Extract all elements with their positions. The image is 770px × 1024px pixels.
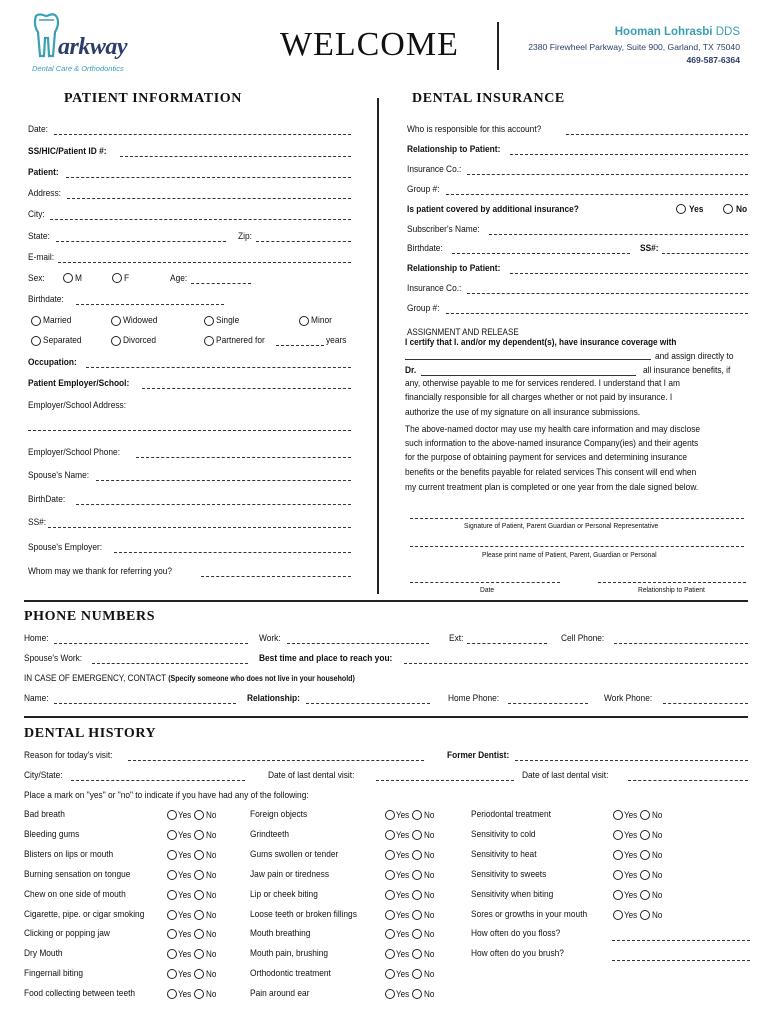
ext-field[interactable]	[467, 643, 547, 644]
sex-m-label: M	[75, 273, 82, 284]
emergency-home-label: Home Phone:	[448, 693, 500, 704]
history-yes-label: Yes	[624, 910, 638, 920]
last-visit-field-2[interactable]	[628, 780, 748, 781]
sex-f-label: F	[124, 273, 130, 284]
practice-phone: 469-587-6364	[686, 55, 740, 65]
responsible-label: Who is responsible for this account?	[407, 124, 542, 135]
history-yes-label: Yes	[178, 870, 192, 880]
history-yes-label: Yes	[624, 810, 638, 820]
sex-m-radio[interactable]	[63, 273, 73, 283]
sign-relationship-caption: Relationship to Patient	[638, 585, 705, 594]
group-field[interactable]	[446, 194, 748, 195]
relationship2-field[interactable]	[510, 273, 748, 274]
city-label: City:	[28, 209, 45, 220]
insurance-company-field[interactable]	[405, 359, 651, 360]
emergency-heading: IN CASE OF EMERGENCY, CONTACT (Specify someone who does not live in your household)	[24, 673, 355, 683]
history-no-label: No	[652, 810, 663, 820]
history-yes-label: Yes	[178, 949, 192, 959]
relationship-label: Relationship to Patient:	[407, 144, 501, 155]
insurance-co2-label: Insurance Co.:	[407, 283, 462, 294]
emergency-work-field[interactable]	[663, 703, 748, 704]
history-city-field[interactable]	[71, 780, 245, 781]
sign-date-field[interactable]	[410, 582, 560, 583]
history-no-radio[interactable]	[194, 810, 204, 820]
history-yes-label: Yes	[396, 929, 410, 939]
history-no-label: No	[652, 850, 663, 860]
logo-wordmark: arkway	[58, 34, 127, 60]
history-no-label: No	[206, 969, 217, 979]
history-yes-radio[interactable]	[385, 969, 395, 979]
history-no-label: No	[424, 890, 435, 900]
history-no-radio[interactable]	[412, 969, 422, 979]
reason-label: Reason for today's visit:	[24, 750, 113, 761]
history-yes-label: Yes	[178, 830, 192, 840]
zip-label: Zip:	[238, 231, 252, 242]
last-visit-field-1[interactable]	[376, 780, 514, 781]
history-no-radio[interactable]	[640, 850, 650, 860]
history-item-label: Loose teeth or broken fillings	[250, 909, 357, 920]
assign-line-9: for the purpose of obtaining payment for services and determining insurance	[405, 452, 688, 463]
history-item-label: Bleeding gums	[24, 829, 80, 840]
former-dentist-label: Former Dentist:	[447, 750, 510, 761]
history-no-radio[interactable]	[194, 850, 204, 860]
widowed-radio[interactable]	[111, 316, 121, 326]
assignment-text: I certify that I. and/or my dependent(s), have insurance coverage with and assign directly to Dr. all insurance benefits, if	[405, 337, 734, 376]
employer-field[interactable]	[142, 388, 351, 389]
history-item-label: Mouth breathing	[250, 928, 311, 939]
group-label: Group #:	[407, 184, 440, 195]
subscriber-field[interactable]	[489, 234, 748, 235]
history-item-label: Sensitivity to cold	[471, 829, 536, 840]
history-item-label: Pain around ear	[250, 988, 310, 999]
history-no-radio[interactable]	[412, 929, 422, 939]
history-yes-radio[interactable]	[167, 830, 177, 840]
history-item-label: Gums swollen or tender	[250, 849, 339, 860]
history-yes-label: Yes	[178, 850, 192, 860]
print-name-caption: Please print name of Patient, Parent, Guardian or Personal	[482, 550, 657, 559]
responsible-field[interactable]	[566, 134, 748, 135]
history-yes-radio[interactable]	[167, 870, 177, 880]
history-no-label: No	[424, 810, 435, 820]
history-yes-label: Yes	[396, 850, 410, 860]
history-no-radio[interactable]	[640, 810, 650, 820]
best-time-label: Best time and place to reach you:	[259, 653, 393, 664]
history-item-label: Orthodontic treatment	[250, 968, 331, 979]
history-no-label: No	[206, 830, 217, 840]
spouse-birth-label: BirthDate:	[28, 494, 66, 505]
signature-field[interactable]	[410, 518, 744, 519]
subscriber-label: Subscriber's Name:	[407, 224, 480, 235]
history-yes-label: Yes	[178, 890, 192, 900]
sub-ss-label: SS#:	[640, 243, 659, 254]
history-yes-radio[interactable]	[385, 910, 395, 920]
section-divider-2	[24, 716, 748, 718]
assign-line-5: financially responsible for all charges whether or not paid by insurance. I	[405, 392, 673, 403]
ssn-label: SS/HIC/Patient ID #:	[28, 146, 107, 157]
history-no-radio[interactable]	[640, 890, 650, 900]
partnered-years-field[interactable]	[276, 345, 324, 346]
history-yes-label: Yes	[624, 890, 638, 900]
reason-field[interactable]	[128, 760, 424, 761]
history-yes-label: Yes	[396, 870, 410, 880]
history-no-label: No	[424, 910, 435, 920]
assignment-title: ASSIGNMENT AND RELEASE	[407, 327, 519, 337]
employer-address-field[interactable]	[28, 430, 351, 431]
spouse-work-label: Spouse's Work:	[24, 653, 83, 664]
history-yes-radio[interactable]	[385, 870, 395, 880]
work-field[interactable]	[287, 643, 429, 644]
birthdate-label: Birthdate:	[28, 294, 64, 305]
sub-ss-field[interactable]	[662, 253, 748, 254]
insurance-co-field[interactable]	[467, 174, 748, 175]
sex-label: Sex:	[28, 273, 45, 284]
history-yes-radio[interactable]	[385, 929, 395, 939]
floss-frequency-field[interactable]	[612, 940, 750, 941]
history-no-label: No	[424, 830, 435, 840]
history-no-radio[interactable]	[412, 850, 422, 860]
history-yes-label: Yes	[396, 949, 410, 959]
history-yes-radio[interactable]	[613, 870, 623, 880]
history-no-radio[interactable]	[640, 870, 650, 880]
separated-radio[interactable]	[31, 336, 41, 346]
address-field[interactable]	[67, 198, 351, 199]
history-item-label: Cigarette, pipe. or cigar smoking	[24, 909, 145, 920]
doctor-name: Hooman Lohrasbi DDS	[614, 26, 740, 38]
history-yes-label: Yes	[396, 910, 410, 920]
logo	[30, 12, 140, 74]
zip-field[interactable]	[256, 241, 351, 242]
history-no-label: No	[206, 949, 217, 959]
assign-line-6: authorize the use of my signature on all insurance submissions.	[405, 407, 641, 418]
sex-f-radio[interactable]	[112, 273, 122, 283]
last-visit-label-2: Date of last dental visit:	[522, 770, 609, 781]
history-no-label: No	[206, 910, 217, 920]
history-yes-radio[interactable]	[167, 949, 177, 959]
history-yes-radio[interactable]	[167, 890, 177, 900]
history-no-radio[interactable]	[412, 810, 422, 820]
history-yes-label: Yes	[178, 929, 192, 939]
history-item-label: Sores or growths in your mouth	[471, 909, 588, 920]
history-no-radio[interactable]	[412, 830, 422, 840]
history-yes-label: Yes	[178, 989, 192, 999]
history-no-radio[interactable]	[194, 830, 204, 840]
additional-no-label: No	[736, 204, 748, 215]
divorced-radio[interactable]	[111, 336, 121, 346]
history-yes-label: Yes	[396, 989, 410, 999]
history-item-label: Periodontal treatment	[471, 809, 551, 820]
history-item-label: Dry Mouth	[24, 948, 63, 959]
date-field[interactable]	[54, 134, 351, 135]
history-yes-label: Yes	[624, 850, 638, 860]
history-no-label: No	[206, 870, 217, 880]
history-item-label: Blisters on lips or mouth	[24, 849, 114, 860]
history-yes-radio[interactable]	[613, 850, 623, 860]
history-item-label: How often do you brush?	[471, 948, 564, 959]
home-field[interactable]	[54, 643, 248, 644]
history-yes-label: Yes	[396, 890, 410, 900]
group2-label: Group #:	[407, 303, 440, 314]
spouse-employer-label: Spouse's Employer:	[28, 542, 103, 553]
history-item-label: Jaw pain or tiredness	[250, 869, 330, 880]
history-yes-radio[interactable]	[613, 810, 623, 820]
minor-radio[interactable]	[299, 316, 309, 326]
married-radio[interactable]	[31, 316, 41, 326]
partnered-label: Partnered for	[216, 335, 265, 346]
patient-info-title: PATIENT INFORMATION	[64, 91, 242, 106]
history-yes-label: Yes	[396, 969, 410, 979]
history-no-radio[interactable]	[412, 890, 422, 900]
history-yes-radio[interactable]	[385, 830, 395, 840]
single-label: Single	[216, 315, 240, 326]
print-name-field[interactable]	[410, 546, 744, 547]
history-no-label: No	[652, 830, 663, 840]
section-divider-1	[24, 600, 748, 602]
former-dentist-field[interactable]	[515, 760, 748, 761]
brush-frequency-field[interactable]	[612, 960, 750, 961]
history-no-label: No	[206, 989, 217, 999]
assign-line-4: any, otherwise payable to me for services rendered. I understand that I am	[405, 378, 680, 389]
emergency-work-label: Work Phone:	[604, 693, 653, 704]
history-no-radio[interactable]	[194, 929, 204, 939]
history-no-radio[interactable]	[412, 870, 422, 880]
history-yes-label: Yes	[396, 830, 410, 840]
history-item-label: Sensitivity when biting	[471, 889, 554, 900]
history-no-label: No	[652, 890, 663, 900]
history-no-radio[interactable]	[194, 870, 204, 880]
ext-label: Ext:	[449, 633, 464, 644]
assign-line-11: my current treatment plan is completed or one year from the dale signed below.	[405, 482, 699, 493]
occupation-label: Occupation:	[28, 357, 77, 368]
history-yes-radio[interactable]	[167, 850, 177, 860]
history-item-label: Burning sensation on tongue	[24, 869, 131, 880]
history-yes-radio[interactable]	[385, 989, 395, 999]
work-label: Work:	[259, 633, 281, 644]
spouse-name-label: Spouse's Name:	[28, 470, 90, 481]
patient-field[interactable]	[66, 177, 351, 178]
birthdate-field[interactable]	[76, 304, 224, 305]
history-no-label: No	[206, 929, 217, 939]
history-no-radio[interactable]	[640, 830, 650, 840]
history-item-label: Clicking or popping jaw	[24, 928, 110, 939]
last-visit-label-1: Date of last dental visit:	[268, 770, 355, 781]
assign-line-8: such information to the above-named insurance Company(ies) and their agents	[405, 438, 699, 449]
additional-no-radio[interactable]	[723, 204, 733, 214]
history-no-radio[interactable]	[412, 910, 422, 920]
relationship-field[interactable]	[510, 154, 748, 155]
history-yes-radio[interactable]	[385, 949, 395, 959]
history-yes-radio[interactable]	[613, 890, 623, 900]
years-label: years	[326, 335, 347, 346]
history-no-radio[interactable]	[194, 910, 204, 920]
history-item-label: Sensitivity to heat	[471, 849, 537, 860]
email-label: E-mail:	[28, 252, 55, 263]
employer-phone-field[interactable]	[136, 457, 351, 458]
referral-label: Whom may we thank for referring you?	[28, 566, 173, 577]
spouse-ss-field[interactable]	[48, 527, 351, 528]
history-item-label: How often do you floss?	[471, 928, 561, 939]
emergency-relationship-field[interactable]	[306, 703, 430, 704]
referral-field[interactable]	[201, 576, 351, 577]
history-no-label: No	[206, 810, 217, 820]
spouse-employer-field[interactable]	[114, 552, 351, 553]
history-yes-radio[interactable]	[167, 989, 177, 999]
history-no-radio[interactable]	[194, 890, 204, 900]
history-item-label: Mouth pain, brushing	[250, 948, 329, 959]
address-label: Address:	[28, 188, 61, 199]
state-field[interactable]	[56, 241, 226, 242]
spouse-name-field[interactable]	[96, 480, 351, 481]
additional-yes-radio[interactable]	[676, 204, 686, 214]
spouse-ss-label: SS#:	[28, 517, 47, 528]
occupation-field[interactable]	[86, 367, 351, 368]
history-item-label: Grindteeth	[250, 829, 290, 840]
emergency-relationship-label: Relationship:	[247, 693, 300, 704]
spouse-work-field[interactable]	[92, 663, 248, 664]
assign-line-10: benefits or the benefits payable for related services This consent will end when	[405, 467, 697, 478]
home-label: Home:	[24, 633, 49, 644]
history-no-radio[interactable]	[194, 989, 204, 999]
married-label: Married	[43, 315, 72, 326]
history-yes-radio[interactable]	[385, 810, 395, 820]
single-radio[interactable]	[204, 316, 214, 326]
history-item-label: Fingernail biting	[24, 968, 84, 979]
history-no-label: No	[652, 910, 663, 920]
history-no-label: No	[206, 850, 217, 860]
partnered-radio[interactable]	[204, 336, 214, 346]
history-yes-radio[interactable]	[167, 929, 177, 939]
history-no-label: No	[652, 870, 663, 880]
assign-line-7: The above-named doctor may use my health care information and may disclose	[405, 424, 701, 435]
history-no-label: No	[424, 929, 435, 939]
spouse-birth-field[interactable]	[76, 504, 351, 505]
header-divider	[497, 22, 499, 70]
age-label: Age:	[170, 273, 188, 284]
insurance-co-label: Insurance Co.:	[407, 164, 462, 175]
emergency-name-field[interactable]	[54, 703, 236, 704]
employer-address-label: Employer/School Address:	[28, 400, 127, 411]
history-city-label: City/State:	[24, 770, 63, 781]
employer-label: Patient Employer/School:	[28, 378, 130, 389]
history-yes-radio[interactable]	[613, 830, 623, 840]
history-yes-radio[interactable]	[385, 850, 395, 860]
best-time-field[interactable]	[404, 663, 748, 664]
cell-label: Cell Phone:	[561, 633, 605, 644]
date-label: Date:	[28, 124, 48, 135]
history-no-label: No	[424, 949, 435, 959]
employer-phone-label: Employer/School Phone:	[28, 447, 121, 458]
history-yes-label: Yes	[624, 830, 638, 840]
history-no-label: No	[424, 870, 435, 880]
ssn-field[interactable]	[120, 156, 351, 157]
divorced-label: Divorced	[123, 335, 156, 346]
relationship2-label: Relationship to Patient:	[407, 263, 501, 274]
history-no-radio[interactable]	[412, 989, 422, 999]
history-no-radio[interactable]	[412, 949, 422, 959]
history-item-label: Chew on one side of mouth	[24, 889, 126, 900]
separated-label: Separated	[43, 335, 82, 346]
patient-label: Patient:	[28, 167, 59, 178]
history-item-label: Food collecting between teeth	[24, 988, 136, 999]
practice-address: 2380 Firewheel Parkway, Suite 900, Garland, TX 75040	[528, 42, 740, 52]
cell-field[interactable]	[614, 643, 748, 644]
state-label: State:	[28, 231, 50, 242]
history-yes-radio[interactable]	[167, 910, 177, 920]
history-no-label: No	[424, 989, 435, 999]
history-no-label: No	[206, 890, 217, 900]
history-item-label: Foreign objects	[250, 809, 308, 820]
history-item-label: Sensitivity to sweets	[471, 869, 547, 880]
sub-birthdate-field[interactable]	[452, 253, 630, 254]
insurance-co2-field[interactable]	[467, 293, 748, 294]
sign-relationship-field[interactable]	[598, 582, 746, 583]
phone-numbers-title: PHONE NUMBERS	[24, 609, 156, 624]
minor-label: Minor	[311, 315, 332, 326]
history-no-radio[interactable]	[194, 949, 204, 959]
history-yes-label: Yes	[178, 969, 192, 979]
emergency-home-field[interactable]	[508, 703, 588, 704]
sign-date-caption: Date	[480, 585, 495, 594]
history-item-label: Bad breath	[24, 809, 65, 820]
history-yes-radio[interactable]	[167, 969, 177, 979]
city-field[interactable]	[50, 219, 351, 220]
age-field[interactable]	[191, 283, 251, 284]
history-no-label: No	[424, 969, 435, 979]
history-no-radio[interactable]	[640, 910, 650, 920]
history-yes-label: Yes	[178, 810, 192, 820]
column-divider	[377, 98, 379, 594]
doctor-name-field[interactable]	[421, 375, 636, 376]
history-yes-radio[interactable]	[167, 810, 177, 820]
logo-subtitle: Dental Care & Orthodontics	[32, 64, 124, 73]
additional-yes-label: Yes	[689, 204, 704, 215]
emergency-name-label: Name:	[24, 693, 49, 704]
history-yes-radio[interactable]	[385, 890, 395, 900]
history-no-radio[interactable]	[194, 969, 204, 979]
history-item-label: Lip or cheek biting	[250, 889, 318, 900]
history-no-label: No	[424, 850, 435, 860]
signature-caption: Signature of Patient, Parent Guardian or Personal Representative	[464, 521, 659, 530]
group2-field[interactable]	[446, 313, 748, 314]
history-yes-label: Yes	[396, 810, 410, 820]
welcome-title: WELCOME	[280, 26, 459, 63]
dental-history-title: DENTAL HISTORY	[24, 726, 157, 741]
widowed-label: Widowed	[123, 315, 158, 326]
dental-insurance-title: DENTAL INSURANCE	[412, 91, 565, 106]
history-yes-label: Yes	[178, 910, 192, 920]
history-yes-label: Yes	[624, 870, 638, 880]
history-instructions: Place a mark on "yes" or "no" to indicate if you have had any of the following:	[24, 790, 309, 801]
sub-birthdate-label: Birthdate:	[407, 243, 443, 254]
additional-insurance-label: Is patient covered by additional insurance?	[407, 204, 579, 215]
email-field[interactable]	[58, 262, 351, 263]
history-yes-radio[interactable]	[613, 910, 623, 920]
